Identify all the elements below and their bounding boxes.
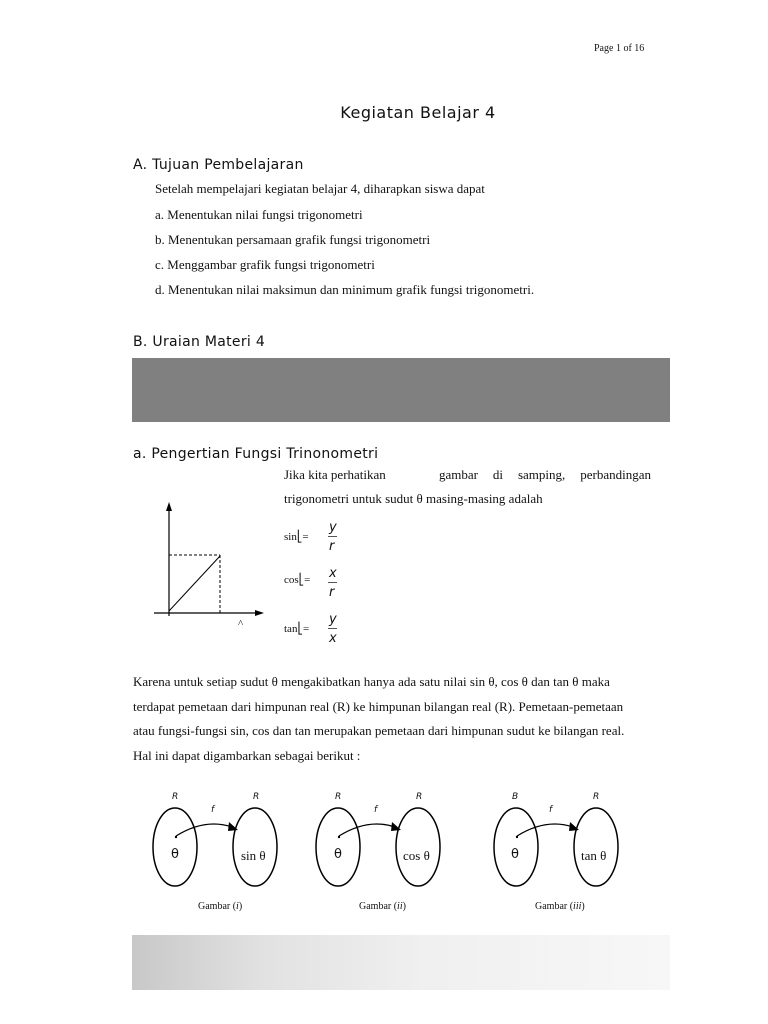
mapping-arrow (176, 824, 232, 836)
intro-line-1: Jika kita perhatikan gambar di samping, perbandingan (284, 467, 651, 482)
section-banner (132, 358, 670, 422)
codomain-set (574, 808, 618, 886)
footer-banner (132, 935, 670, 990)
axis-mark: ^ (238, 618, 244, 630)
codomain-label: R (253, 792, 260, 802)
codomain-label: R (416, 792, 423, 802)
paragraph-line: Hal ini dapat digambarkan sebagai berikut : (133, 747, 361, 763)
fraction-bar (328, 628, 337, 629)
figure-caption: Gambar (ii) (359, 901, 406, 912)
subsection-heading: a. Pengertian Fungsi Trinonometri (133, 446, 379, 462)
mapping-diagram-sin (140, 790, 290, 915)
objective-item: c. Menggambar grafik fungsi trigonometri (155, 257, 375, 272)
explanation-paragraph (133, 670, 653, 768)
objective-item: a. Menentukan nilai fungsi trigonometri (155, 207, 363, 222)
figure-caption: Gambar (iii) (535, 901, 585, 912)
paragraph-line: terdapat pemetaan dari himpunan real (R) ke himpunan bilangan real (R). Pemetaan-pemetaan (133, 698, 624, 714)
codomain-label: R (593, 792, 600, 802)
paragraph-line: atau fungsi-fungsi sin, cos dan tan merupakan pemetaan dari himpunan sudut ke bilangan real. (133, 723, 625, 738)
mapping-arrow (339, 824, 395, 836)
cos-numerator: x (329, 566, 337, 581)
function-label: f (211, 805, 215, 815)
tan-label: tan⎣= (284, 623, 310, 635)
intro-line-2: trigonometri untuk sudut θ masing-masing adalah (284, 491, 543, 506)
section-a-heading: A. Tujuan Pembelajaran (133, 157, 304, 173)
sin-numerator: y (329, 520, 337, 535)
codomain-set (233, 808, 277, 886)
mapping-arrow (517, 824, 573, 836)
x-axis-arrow (255, 610, 264, 616)
radius-line (169, 556, 220, 611)
sin-denominator: r (329, 539, 335, 554)
domain-value: θ (171, 847, 179, 862)
section-b-heading: B. Uraian Materi 4 (133, 334, 266, 350)
sin-label: sin⎣= (284, 531, 309, 543)
function-label: f (549, 805, 553, 815)
page-number: Page 1 of 16 (594, 43, 645, 54)
fraction-bar (328, 582, 337, 583)
codomain-value: tan θ (581, 848, 607, 863)
domain-label: B (512, 792, 519, 802)
y-axis-arrow (166, 502, 172, 511)
codomain-set (396, 808, 440, 886)
mapping-diagram-cos (303, 790, 453, 915)
coordinate-diagram (150, 500, 270, 626)
domain-value: θ (334, 847, 342, 862)
objective-item: d. Menentukan nilai maksimun dan minimum grafik fungsi trigonometri. (155, 282, 535, 297)
codomain-value: sin θ (241, 848, 266, 863)
codomain-value: cos θ (403, 848, 430, 863)
objective-item: b. Menentukan persamaan grafik fungsi trigonometri (155, 232, 431, 247)
section-a-intro: Setelah mempelajari kegiatan belajar 4, diharapkan siswa dapat (155, 181, 485, 196)
paragraph-line: Karena untuk setiap sudut θ mengakibatkan hanya ada satu nilai sin θ, cos θ dan tan θ maka (133, 674, 610, 689)
cos-denominator: r (329, 585, 335, 600)
cos-label: cos⎣= (284, 574, 311, 586)
tan-denominator: x (329, 631, 337, 646)
tan-numerator: y (329, 612, 337, 627)
figure-caption: Gambar (i) (198, 901, 243, 912)
page-title: Kegiatan Belajar 4 (340, 103, 496, 122)
domain-label: R (335, 792, 342, 802)
domain-label: R (172, 792, 179, 802)
function-label: f (374, 805, 378, 815)
fraction-bar (328, 536, 337, 537)
domain-value: θ (511, 847, 519, 862)
mapping-diagram-tan (480, 790, 630, 915)
